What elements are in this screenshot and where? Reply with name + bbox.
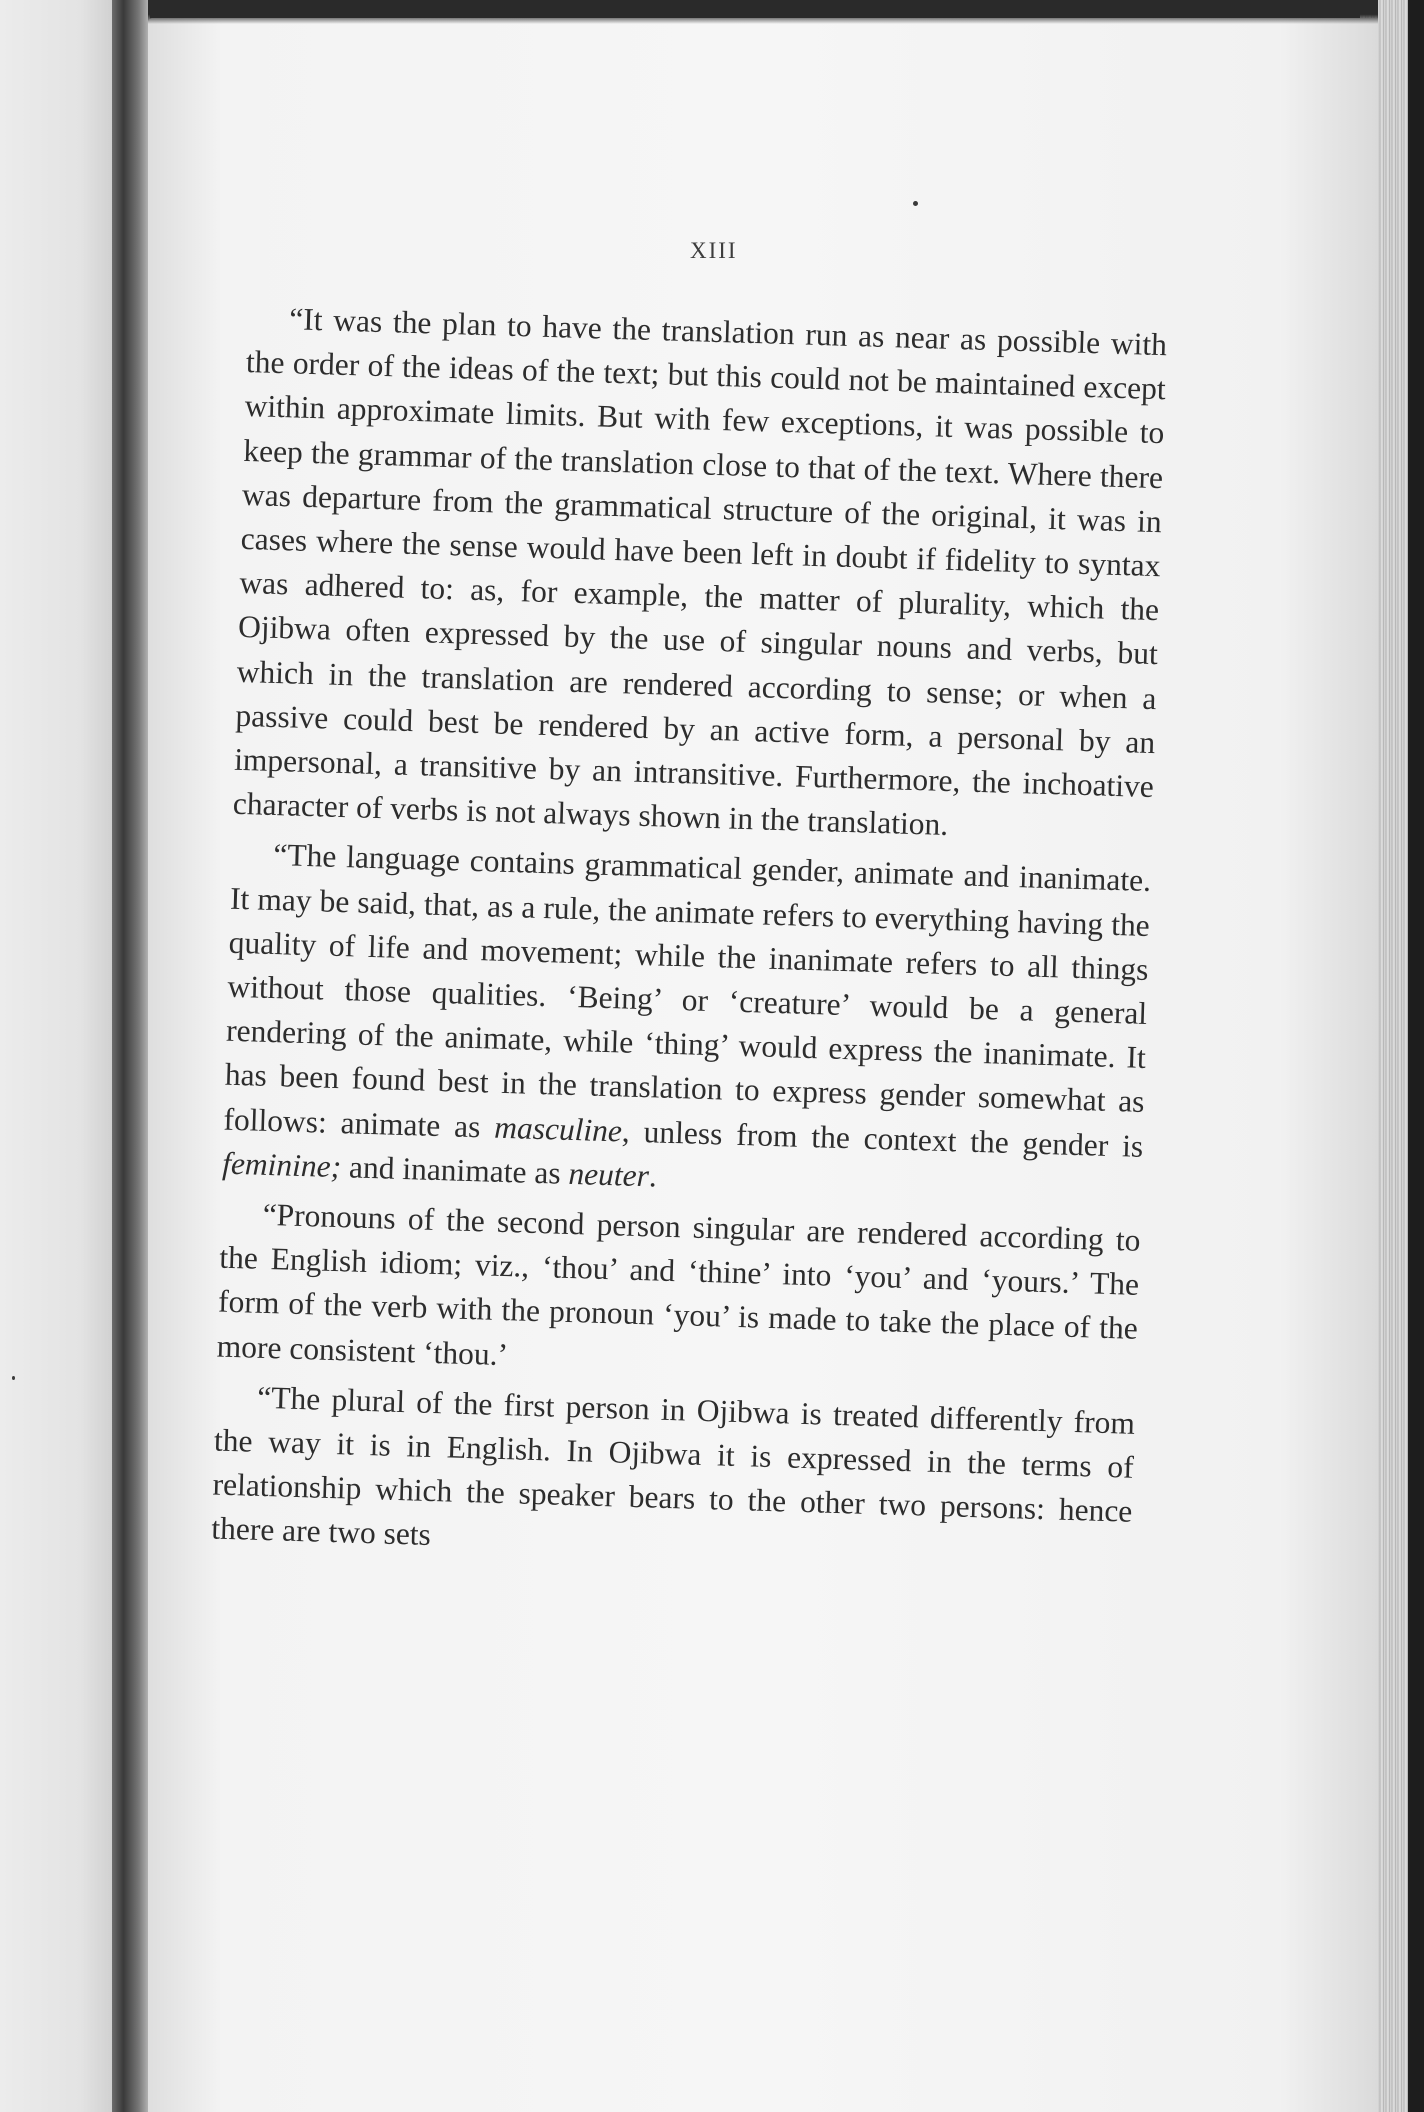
page-number: XIII bbox=[690, 238, 738, 263]
italic-text: feminine; bbox=[221, 1145, 342, 1184]
text-run: “The plural of the first person in Ojibwa is treated differently from the way it is in English. In Ojibwa it is expressed in the terms of relationship which the speaker bears to the other two persons: hence there are two sets bbox=[210, 1379, 1136, 1553]
text-run: , unless from the context the gender is bbox=[621, 1113, 1144, 1164]
text-run: “It was the plan to have the translation run as near as possible with the order of the ideas of the text; but this could not be maintained except within approximate limits. But with few exceptions, it was possible to keep the grammar of the translation close to that of the text. Where there was departure from the grammatical structure of the original, it was in cases where the sense would have been left in doubt if fidelity to syntax was adhered to: as, for example, the matter of plurality, which the Ojibwa often expressed by the use of singular nouns and verbs, but which in the translation are rendered according to sense; or when a passive could best be rendered by an active form, a personal by an impersonal, a transitive by an intransitive. Furthermore, the inchoative character of verbs is not always shown in the translation. bbox=[232, 301, 1168, 843]
paragraph bbox=[222, 832, 1152, 1213]
book-gutter bbox=[112, 0, 150, 2112]
facing-page-edge bbox=[0, 0, 115, 2112]
paragraph bbox=[216, 1192, 1141, 1396]
paragraph bbox=[211, 1374, 1136, 1578]
italic-text: neuter bbox=[567, 1155, 650, 1194]
body-text bbox=[211, 296, 1168, 1580]
top-shadow bbox=[148, 0, 1378, 24]
paragraph bbox=[232, 296, 1167, 853]
text-run: and inanimate as bbox=[340, 1149, 570, 1191]
italic-text: masculine bbox=[493, 1109, 623, 1149]
ink-speck bbox=[12, 1376, 15, 1380]
ink-speck bbox=[913, 201, 918, 206]
text-run: “The language contains grammatical gender, animate and inanimate. It may be said, that, as a rule, the animate refers to everything having the quality of life and movement; while the inanimate refers to all things without those qualities. ‘Being’ or ‘creature’ would be a general rendering of the animate, while ‘thing’ would express the inanimate. It has been found best in the translation to express gender somewhat as follows: animate as bbox=[223, 837, 1152, 1145]
page-stack-shadow bbox=[1408, 0, 1424, 2112]
text-run: “Pronouns of the second person singular are rendered according to the English idiom; viz., ‘thou’ and ‘thine’ into ‘you’ and ‘yours.’ The form of the verb with the pronoun ‘you’ is made to take the place of the more consistent ‘thou.’ bbox=[216, 1196, 1141, 1372]
text-run: . bbox=[648, 1158, 658, 1194]
